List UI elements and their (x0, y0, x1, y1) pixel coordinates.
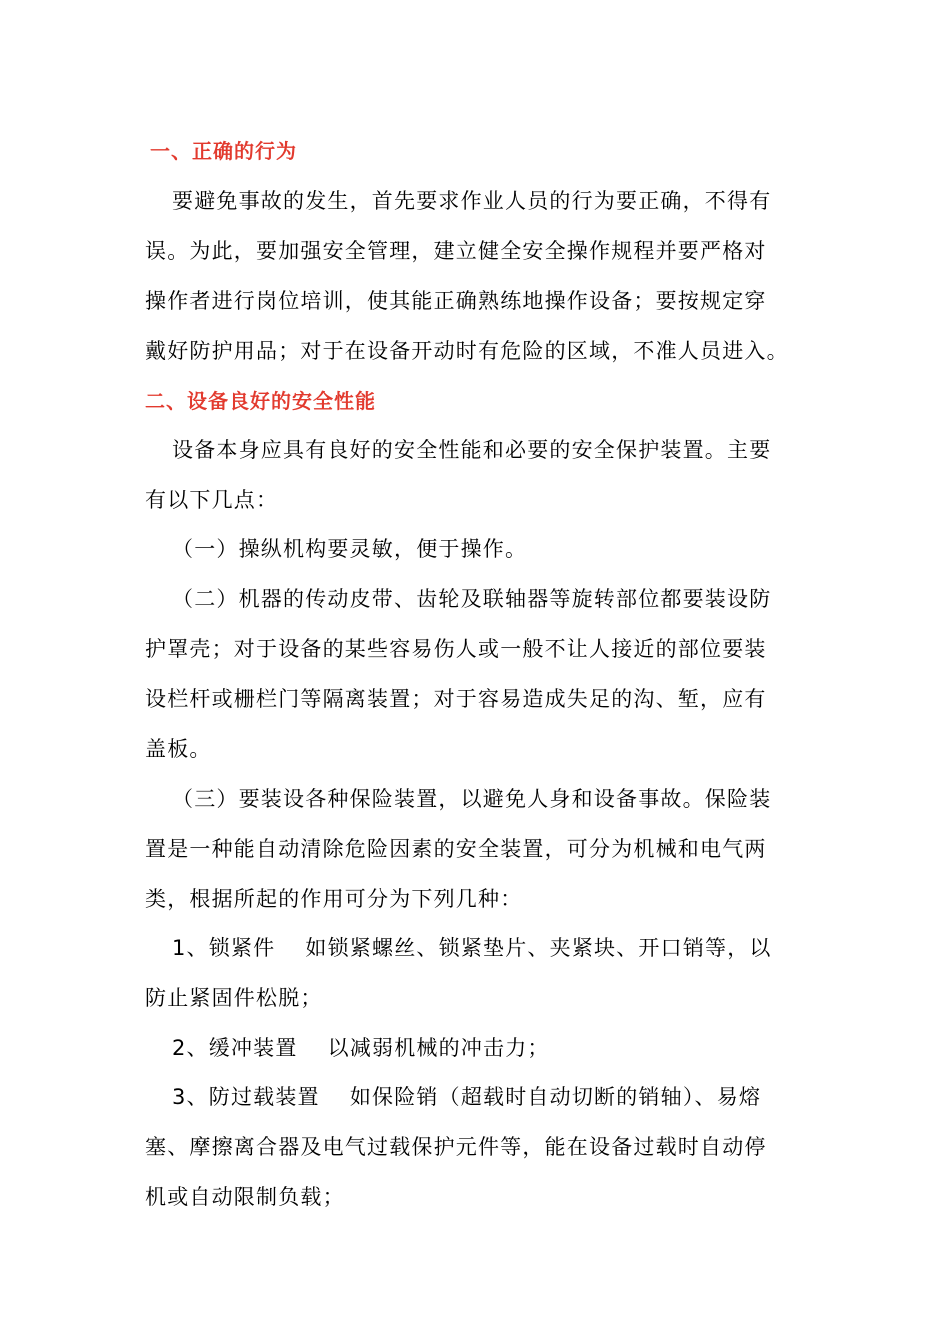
paragraph-line: 护罩壳；对于设备的某些容易伤人或一般不让人接近的部位要装 (145, 637, 767, 661)
paragraph-line: 戴好防护用品；对于在设备开动时有危险的区域，不准人员进入。 (145, 339, 789, 363)
list-item-line: 机或自动限制负载； (145, 1185, 345, 1209)
list-item-line: 1、锁紧件 如锁紧螺丝、锁紧垫片、夹紧块、开口销等，以 (172, 936, 772, 960)
section-heading-1: 一、正确的行为 (150, 139, 297, 163)
paragraph-line: （三）要装设各种保险装置，以避免人身和设备事故。保险装 (172, 787, 772, 811)
list-item-line: 塞、摩擦离合器及电气过载保护元件等，能在设备过载时自动停 (145, 1135, 767, 1159)
list-item-line: 2、缓冲装置 以减弱机械的冲击力； (172, 1036, 550, 1060)
paragraph-line: 要避免事故的发生，首先要求作业人员的行为要正确，不得有 (172, 189, 772, 213)
paragraph-line: 有以下几点： (145, 488, 279, 512)
paragraph-line: 误。为此，要加强安全管理，建立健全安全操作规程并要严格对 (145, 239, 767, 263)
paragraph-line: （二）机器的传动皮带、齿轮及联轴器等旋转部位都要装设防 (172, 587, 772, 611)
paragraph-line: （一）操纵机构要灵敏，便于操作。 (172, 537, 528, 561)
paragraph-line: 设栏杆或栅栏门等隔离装置；对于容易造成失足的沟、堑，应有 (145, 687, 767, 711)
paragraph-line: 操作者进行岗位培训，使其能正确熟练地操作设备；要按规定穿 (145, 289, 767, 313)
paragraph-line: 类，根据所起的作用可分为下列几种： (145, 887, 523, 911)
paragraph-line: 盖板。 (145, 737, 212, 761)
paragraph-line: 置是一种能自动清除危险因素的安全装置，可分为机械和电气两 (145, 837, 767, 861)
list-item-line: 防止紧固件松脱； (145, 986, 323, 1010)
list-item-line: 3、防过载装置 如保险销（超载时自动切断的销轴）、易熔 (172, 1085, 762, 1109)
paragraph-line: 设备本身应具有良好的安全性能和必要的安全保护装置。主要 (172, 438, 772, 462)
section-heading-2: 二、设备良好的安全性能 (145, 389, 376, 413)
